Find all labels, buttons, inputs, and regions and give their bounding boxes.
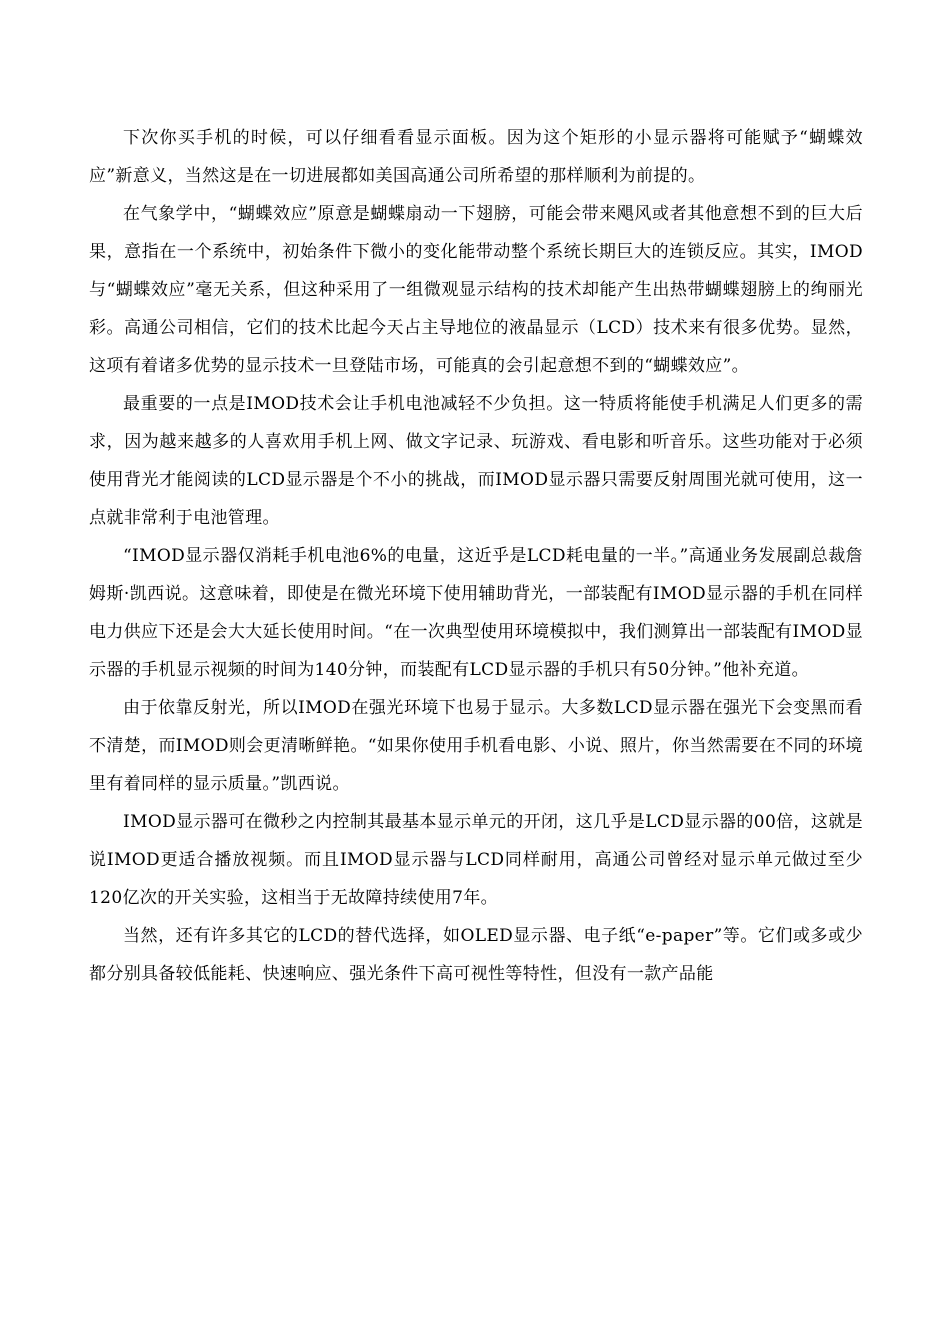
paragraph-1: 下次你买手机的时候，可以仔细看看显示面板。因为这个矩形的小显示器将可能赋予“蝴蝶效应”新意义，当然这是在一切进展都如美国高通公司所希望的那样顺利为前提的。 [89,128,863,186]
paragraph-5: 由于依靠反射光，所以IMOD在强光环境下也易于显示。大多数LCD显示器在强光下会变黑而看不清楚，而IMOD则会更清晰鲜艳。“如果你使用手机看电影、小说、照片，你当然需要在不同的环境里有着同样的显示质量。”凯西说。 [89,698,863,794]
paragraph-3: 最重要的一点是IMOD技术会让手机电池减轻不少负担。这一特质将能使手机满足人们更多的需求，因为越来越多的人喜欢用手机上网、做文字记录、玩游戏、看电影和听音乐。这些功能对于必须使用背光才能阅读的LCD显示器是个不小的挑战，而IMOD显示器只需要反射周围光就可使用，这一点就非常利于电池管理。 [89,394,863,528]
paragraph-7: 当然，还有许多其它的LCD的替代选择，如OLED显示器、电子纸“e-paper”等。它们或多或少都分别具备较低能耗、快速响应、强光条件下高可视性等特性，但没有一款产品能 [89,926,863,984]
paragraph-4: “IMOD显示器仅消耗手机电池6%的电量，这近乎是LCD耗电量的一半。”高通业务发展副总裁詹姆斯·凯西说。这意味着，即使是在微光环境下使用辅助背光，一部装配有IMOD显示器的手机在同样电力供应下还是会大大延长使用时间。“在一次典型使用环境模拟中，我们测算出一部装配有IMOD显示器的手机显示视频的时间为140分钟，而装配有LCD显示器的手机只有50分钟。”他补充道。 [89,546,863,680]
paragraph-6: IMOD显示器可在微秒之内控制其最基本显示单元的开闭，这几乎是LCD显示器的00倍，这就是说IMOD更适合播放视频。而且IMOD显示器与LCD同样耐用，高通公司曾经对显示单元做过至少120亿次的开关实验，这相当于无故障持续使用7年。 [89,812,863,908]
article-body [89,119,863,993]
paragraph-2: 在气象学中，“蝴蝶效应”原意是蝴蝶扇动一下翅膀，可能会带来飓风或者其他意想不到的巨大后果，意指在一个系统中，初始条件下微小的变化能带动整个系统长期巨大的连锁反应。其实，IMOD与“蝴蝶效应”毫无关系，但这种采用了一组微观显示结构的技术却能产生出热带蝴蝶翅膀上的绚丽光彩。高通公司相信，它们的技术比起今天占主导地位的液晶显示（LCD）技术来有很多优势。显然，这项有着诸多优势的显示技术一旦登陆市场，可能真的会引起意想不到的“蝴蝶效应”。 [89,204,863,376]
